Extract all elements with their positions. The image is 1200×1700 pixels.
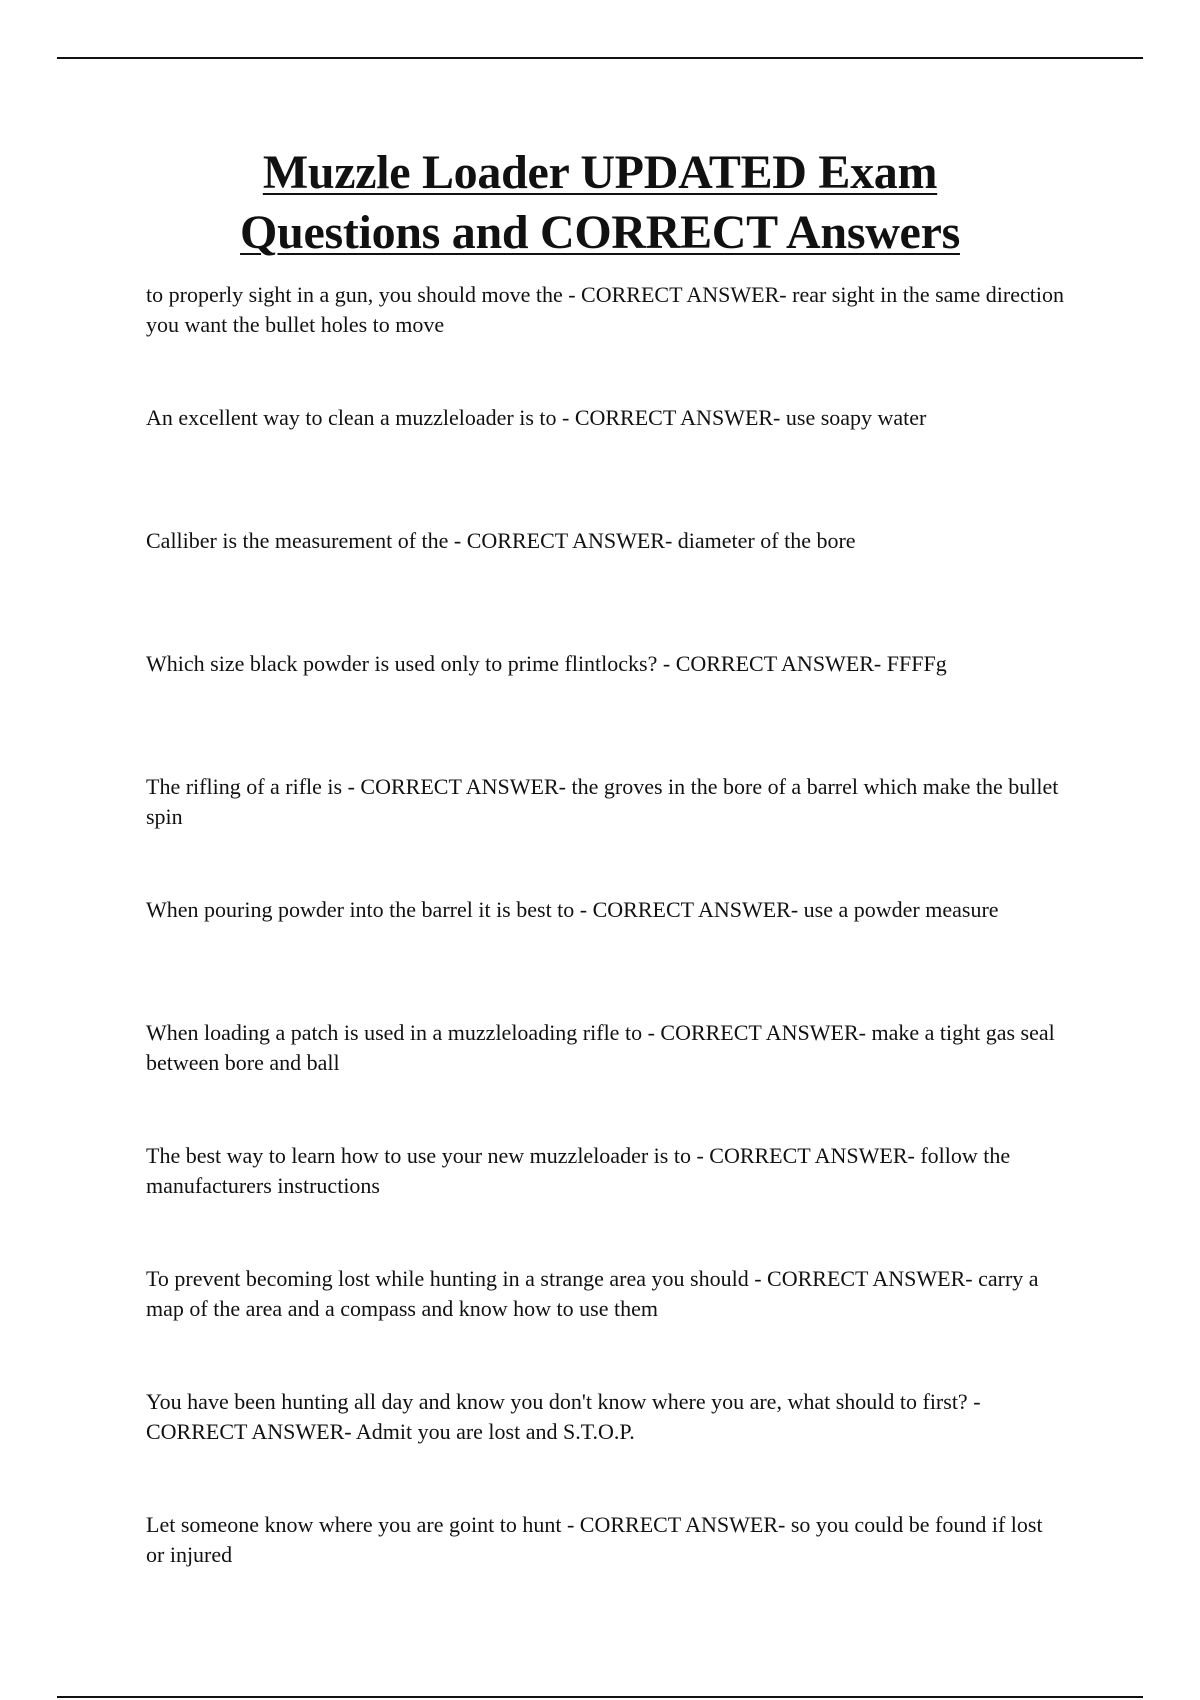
document-title: Muzzle Loader UPDATED Exam Questions and CORRECT Answers bbox=[240, 146, 960, 259]
qa-item-8: The best way to learn how to use your new muzzleloader is to - CORRECT ANSWER- follow the manufacturers instructions bbox=[146, 1143, 1011, 1198]
qa-list bbox=[146, 280, 1066, 1570]
qa-item-5: The rifling of a rifle is - CORRECT ANSWER- the groves in the bore of a barrel which make the bullet spin bbox=[146, 774, 1059, 829]
qa-item-9: To prevent becoming lost while hunting in a strange area you should - CORRECT ANSWER- carry a map of the area and a compass and know how to use them bbox=[146, 1266, 1039, 1321]
qa-item-1: to properly sight in a gun, you should move the - CORRECT ANSWER- rear sight in the same direction you want the bullet holes to move bbox=[146, 282, 1064, 337]
bottom-rule bbox=[57, 1696, 1143, 1698]
qa-item-2: An excellent way to clean a muzzleloader is to - CORRECT ANSWER- use soapy water bbox=[146, 405, 927, 430]
qa-item-11: Let someone know where you are goint to hunt - CORRECT ANSWER- so you could be found if lost or injured bbox=[146, 1512, 1043, 1567]
top-rule bbox=[57, 57, 1143, 59]
qa-item-6: When pouring powder into the barrel it is best to - CORRECT ANSWER- use a powder measure bbox=[146, 897, 999, 922]
qa-item-10: You have been hunting all day and know you don't know where you are, what should to first? - CORRECT ANSWER- Admit you are lost and S.T.O.P. bbox=[146, 1389, 981, 1444]
qa-item-3: Calliber is the measurement of the - CORRECT ANSWER- diameter of the bore bbox=[146, 528, 856, 553]
qa-item-4: Which size black powder is used only to prime flintlocks? - CORRECT ANSWER- FFFFg bbox=[146, 651, 947, 676]
qa-item-7: When loading a patch is used in a muzzleloading rifle to - CORRECT ANSWER- make a tight gas seal between bore and ball bbox=[146, 1020, 1055, 1075]
